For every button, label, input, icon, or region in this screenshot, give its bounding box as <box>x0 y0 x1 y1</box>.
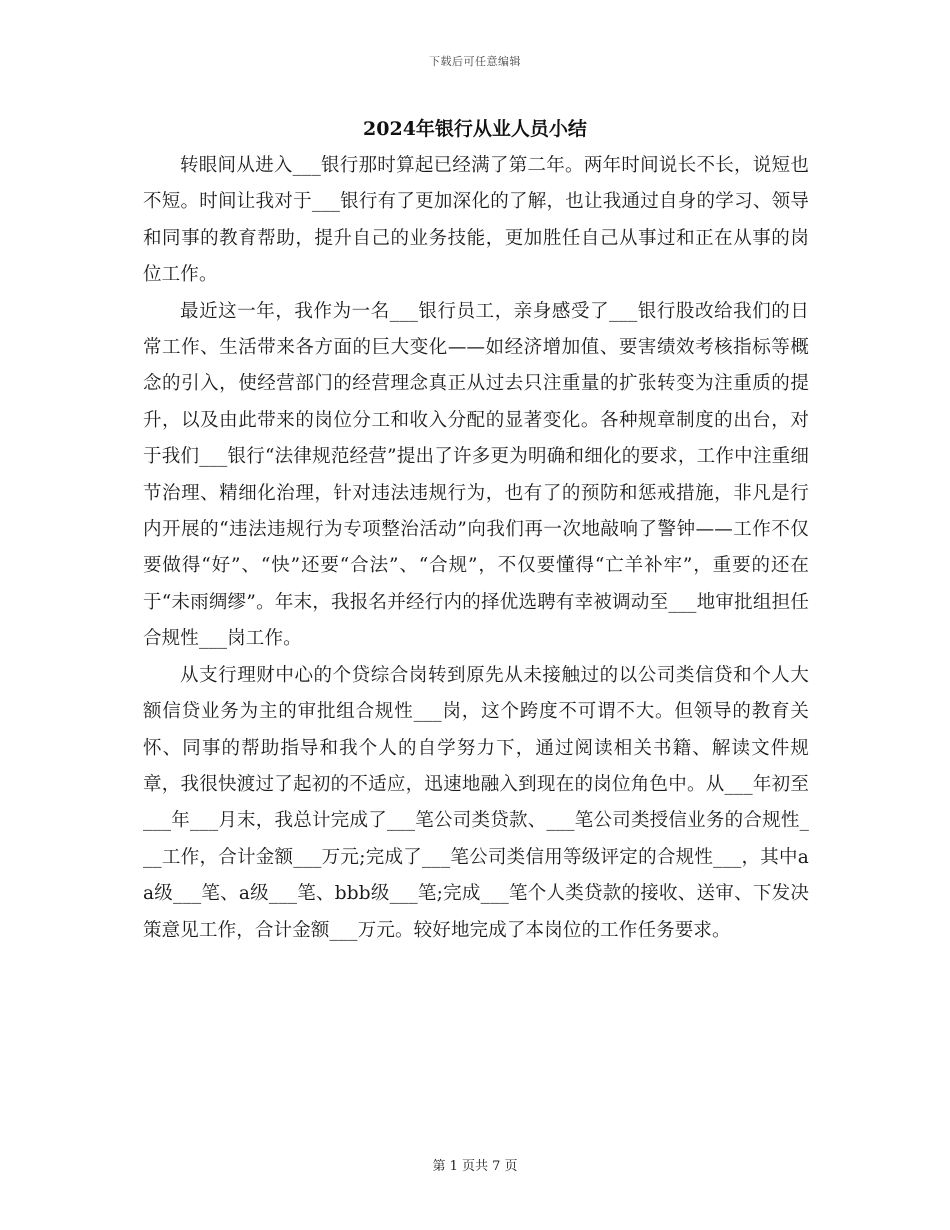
document-body <box>143 148 809 949</box>
page-header-note: 下载后可任意编辑 <box>429 55 521 68</box>
page-number: 第 1 页共 7 页 <box>432 1159 518 1174</box>
document-title: 2024年银行从业人员小结 <box>363 118 587 140</box>
paragraph-2: 最近这一年，我作为一名___银行员工，亲身感受了___银行股改给我们的日常工作、生活带来各方面的巨大变化——如经济增加值、要害绩效考核指标等概念的引入，使经营部门的经营理念真正从过去只注重量的扩张转变为注重质的提升，以及由此带来的岗位分工和收入分配的显著变化。各种规章制度的出台，对于我们___银行“法律规范经营”提出了许多更为明确和细化的要求，工作中注重细节治理、精细化治理，针对违法违规行为，也有了的预防和惩戒措施，非凡是行内开展的“违法违规行为专项整治活动”向我们再一次地敲响了警钟——工作不仅要做得“好”、“快”还要“合法”、“合规”，不仅要懂得“亡羊补牢”，重要的还在于“未雨绸缪”。年末，我报名并经行内的择优选聘有幸被调动至___地审批组担任合规性___岗工作。 <box>143 300 809 650</box>
paragraph-1: 转眼间从进入___银行那时算起已经满了第二年。两年时间说长不长，说短也不短。时间让我对于___银行有了更加深化的了解，也让我通过自身的学习、领导和同事的教育帮助，提升自己的业务技能，更加胜任自己从事过和正在从事的岗位工作。 <box>143 155 809 286</box>
paragraph-3: 从支行理财中心的个贷综合岗转到原先从未接触过的以公司类信贷和个人大额信贷业务为主的审批组合规性___岗，这个跨度不可谓不大。但领导的教育关怀、同事的帮助指导和我个人的自学努力下，通过阅读相关书籍、解读文件规章，我很快渡过了起初的不适应，迅速地融入到现在的岗位角色中。从___年初至___年___月末，我总计完成了___笔公司类贷款、___笔公司类授信业务的合规性___工作，合计金额___万元;完成了___笔公司类信用等级评定的合规性___，其中aa级___笔、a级___笔、bbb级___笔;完成___笔个人类贷款的接收、送审、下发决策意见工作，合计金额___万元。较好地完成了本岗位的工作任务要求。 <box>143 664 809 941</box>
